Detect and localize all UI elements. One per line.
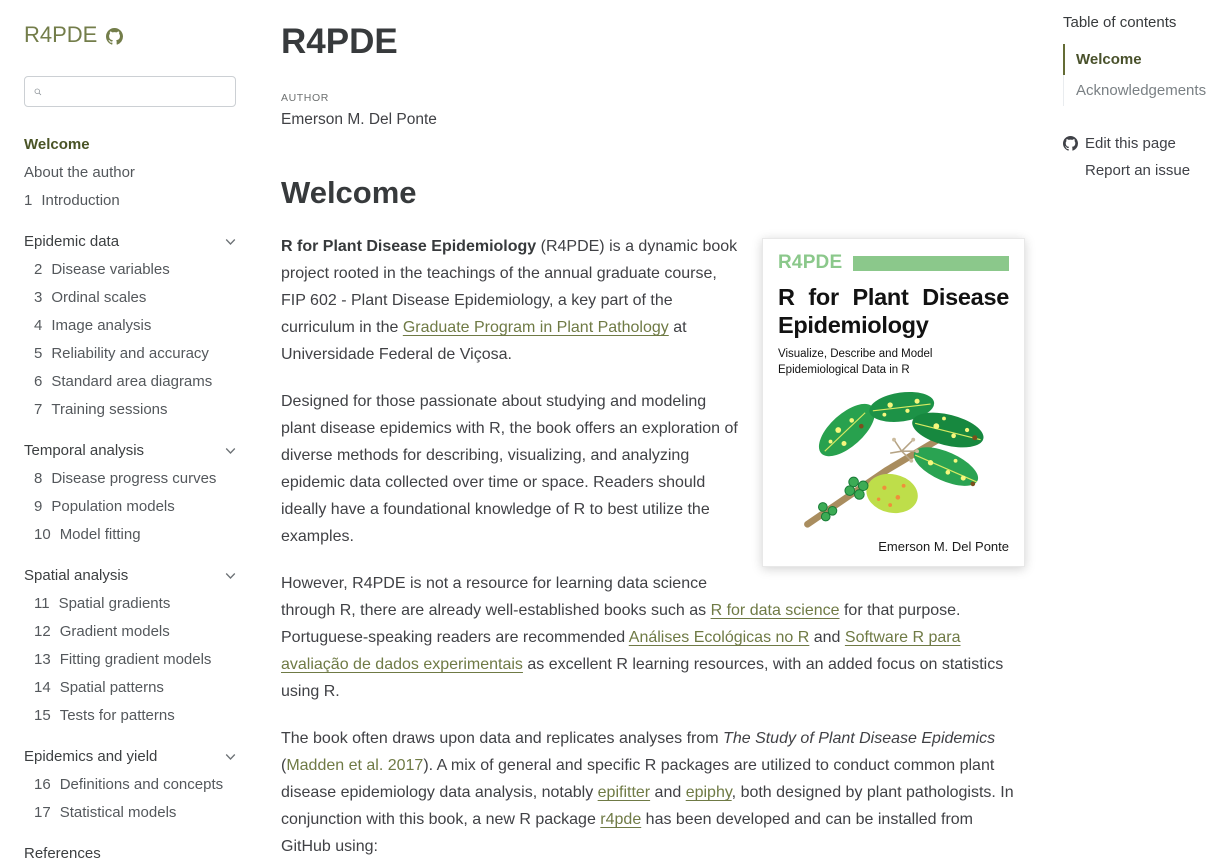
toc-item-welcome[interactable]: Welcome: [1063, 44, 1208, 75]
chapter-label: Standard area diagrams: [51, 373, 213, 390]
chapter-number: 8: [34, 470, 43, 487]
chapter-number: 16: [34, 776, 51, 793]
chevron-down-icon[interactable]: [225, 447, 236, 455]
sidebar-item-reliability-and-accuracy[interactable]: [24, 340, 236, 368]
sidebar-item-fitting-gradient-models[interactable]: [24, 646, 236, 674]
cover-green-bar: [853, 256, 1009, 271]
inline-link[interactable]: r4pde: [600, 811, 642, 828]
sidebar-title-text[interactable]: R4PDE: [24, 22, 98, 47]
author-name: Emerson M. Del Ponte: [281, 111, 437, 128]
sidebar-item-standard-area-diagrams[interactable]: [24, 368, 236, 396]
github-icon[interactable]: [106, 28, 123, 45]
plant-illustration: [794, 380, 994, 532]
inline-link[interactable]: epifitter: [597, 784, 651, 801]
chapter-number: 13: [34, 651, 51, 668]
chapter-number: 10: [34, 526, 51, 543]
report-an-issue-link[interactable]: [1063, 157, 1208, 184]
chapter-label: Ordinal scales: [51, 289, 147, 306]
section-label: Spatial analysis: [24, 567, 129, 584]
page-title: R4PDE: [281, 22, 398, 61]
inline-link[interactable]: Software R para avaliação de dados experimentais: [281, 629, 961, 673]
main-content: [256, 0, 1063, 855]
chapter-number: 3: [34, 289, 43, 306]
chapter-number: 15: [34, 707, 51, 724]
chapter-label: Disease variables: [51, 261, 170, 278]
text-segment: at Universidade Federal de Viçosa.: [281, 319, 687, 363]
sidebar-item-spatial-patterns[interactable]: [24, 674, 236, 702]
sidebar-book-title[interactable]: [24, 22, 236, 48]
sidebar-item-statistical-models[interactable]: [24, 799, 236, 827]
report-an-issue-label: Report an issue: [1085, 162, 1191, 179]
cover-title-line1: R for Plant Disease: [778, 284, 1009, 310]
sidebar-item-ordinal-scales[interactable]: [24, 284, 236, 312]
chapter-label: Gradient models: [59, 623, 170, 640]
cover-title-line2: Epidemiology: [778, 312, 929, 339]
text-segment: (R4PDE) is a dynamic book project rooted in the teachings of the annual graduate course, FIP 602 - Plant Disease Epidemiology, a key part of the curriculum in the: [281, 238, 738, 336]
sidebar-section-epidemic-data[interactable]: [24, 228, 236, 256]
chapter-label: Image analysis: [51, 317, 152, 334]
inline-link[interactable]: Graduate Program in Plant Pathology: [402, 319, 669, 336]
chapter-label: Tests for patterns: [59, 707, 175, 724]
chapter-label: Definitions and concepts: [59, 776, 224, 793]
sidebar-item-disease-progress-curves[interactable]: [24, 465, 236, 493]
text-segment: , both designed by plant pathologists. In conjunction with this book, a new R package: [281, 784, 1014, 828]
cover-brand-row: [778, 252, 1009, 274]
chapter-number: 6: [34, 373, 43, 390]
chapter-label: Introduction: [41, 192, 120, 209]
chapter-number: 1: [24, 192, 33, 209]
sidebar-item-references[interactable]: [24, 840, 236, 868]
text-segment: However, R4PDE is not a resource for learning data science through R, there are already well-established books such as: [281, 575, 711, 619]
section-label: Temporal analysis: [24, 442, 145, 459]
toc-item-acknowledgements[interactable]: Acknowledgements: [1063, 75, 1208, 106]
sidebar: [0, 0, 256, 862]
chevron-down-icon[interactable]: [225, 753, 236, 761]
book-cover-image: [762, 238, 1025, 567]
chapter-number: 7: [34, 401, 43, 418]
search-box[interactable]: [24, 76, 236, 107]
inline-link[interactable]: R for data science: [710, 602, 840, 619]
chapter-number: 9: [34, 498, 43, 515]
sidebar-item-spatial-gradients[interactable]: [24, 590, 236, 618]
chapter-number: 17: [34, 804, 51, 821]
section-label: Epidemics and yield: [24, 748, 158, 765]
chevron-down-icon[interactable]: [225, 238, 236, 246]
text-segment: as excellent R learning resources, with an added focus on statistics using R.: [281, 656, 1004, 700]
chapter-label: Population models: [51, 498, 175, 515]
search-icon: [34, 85, 42, 99]
paragraph-resources: [281, 570, 1025, 705]
sidebar-item-training-sessions[interactable]: [24, 396, 236, 424]
citation-link[interactable]: Madden et al. 2017: [286, 757, 424, 774]
sidebar-item-population-models[interactable]: [24, 493, 236, 521]
cover-subtitle: [778, 347, 1009, 377]
chapter-number: 12: [34, 623, 51, 640]
chapter-number: 2: [34, 261, 43, 278]
sidebar-nav: [24, 131, 236, 868]
welcome-heading: Welcome: [281, 175, 417, 210]
cover-brand-text: R4PDE: [778, 252, 843, 273]
sidebar-item-model-fitting[interactable]: [24, 521, 236, 549]
text-segment: The book often draws upon data and replicates analyses from: [281, 730, 724, 747]
text-segment: for that purpose. Portuguese-speaking readers are recommended: [281, 602, 961, 646]
chapter-number: 4: [34, 317, 43, 334]
chevron-down-icon[interactable]: [225, 572, 236, 580]
chapter-label: Disease progress curves: [51, 470, 217, 487]
search-input[interactable]: [42, 77, 235, 106]
chapter-label: Spatial patterns: [59, 679, 164, 696]
chapter-label: Fitting gradient models: [59, 651, 212, 668]
text-segment: has been developed and can be installed from GitHub using:: [281, 811, 974, 855]
text-segment: The Study of Plant Disease Epidemics: [723, 730, 996, 747]
text-segment: (: [281, 757, 287, 774]
table-of-contents: [1063, 0, 1220, 846]
sidebar-item-disease-variables[interactable]: [24, 256, 236, 284]
github-icon: [1063, 136, 1078, 151]
toc-header: Table of contents: [1063, 14, 1177, 31]
edit-this-page-link[interactable]: [1063, 130, 1208, 157]
sidebar-item-welcome[interactable]: Welcome: [24, 136, 90, 153]
text-segment: ). A mix of general and specific R packages are utilized to conduct common plant disease epidemiology data analysis, notably: [281, 757, 995, 801]
cover-subtitle-line2: Epidemiological Data in R: [778, 363, 910, 376]
sidebar-item-image-analysis[interactable]: [24, 312, 236, 340]
sidebar-item-definitions-and-concepts[interactable]: [24, 771, 236, 799]
chapter-label: Reliability and accuracy: [51, 345, 209, 362]
paragraph-packages: [281, 725, 1025, 860]
sidebar-item-gradient-models[interactable]: [24, 618, 236, 646]
toc-list: [1063, 44, 1208, 106]
cover-author: Emerson M. Del Ponte: [878, 539, 1009, 554]
chapter-label: Model fitting: [59, 526, 141, 543]
toc-tools: [1063, 130, 1208, 184]
section-label: References: [24, 845, 101, 862]
chapter-label: Training sessions: [51, 401, 168, 418]
sidebar-section-epidemics-and-yield[interactable]: [24, 743, 236, 771]
text-segment: and: [650, 784, 686, 801]
chapter-number: 5: [34, 345, 43, 362]
author-label: AUTHOR: [281, 92, 329, 104]
sidebar-item-tests-for-patterns[interactable]: [24, 702, 236, 730]
text-segment: and: [809, 629, 845, 646]
text-segment: Designed for those passionate about studying and modeling plant disease epidemics with R, the book offers an exploration of diverse methods for describing, visualizing, and analyzing epidemic data collected over time or space. Readers should ideally have a foundational knowledge of R to best utilize the examples.: [281, 393, 738, 545]
text-segment: R for Plant Disease Epidemiology: [281, 238, 537, 255]
cover-subtitle-line1: Visualize, Describe and Model: [778, 348, 933, 361]
chapter-number: 14: [34, 679, 51, 696]
chapter-label: Statistical models: [59, 804, 177, 821]
sidebar-section-temporal-analysis[interactable]: [24, 437, 236, 465]
edit-this-page-label: Edit this page: [1085, 135, 1176, 152]
chapter-number: 11: [34, 595, 50, 612]
chapter-label: Spatial gradients: [58, 595, 171, 612]
inline-link[interactable]: Análises Ecológicas no R: [628, 629, 810, 646]
section-label: Epidemic data: [24, 233, 120, 250]
sidebar-item-about-the-author[interactable]: About the author: [24, 164, 135, 181]
sidebar-section-spatial-analysis[interactable]: [24, 562, 236, 590]
sidebar-item-introduction[interactable]: [24, 187, 236, 215]
inline-link[interactable]: epiphy: [685, 784, 732, 801]
